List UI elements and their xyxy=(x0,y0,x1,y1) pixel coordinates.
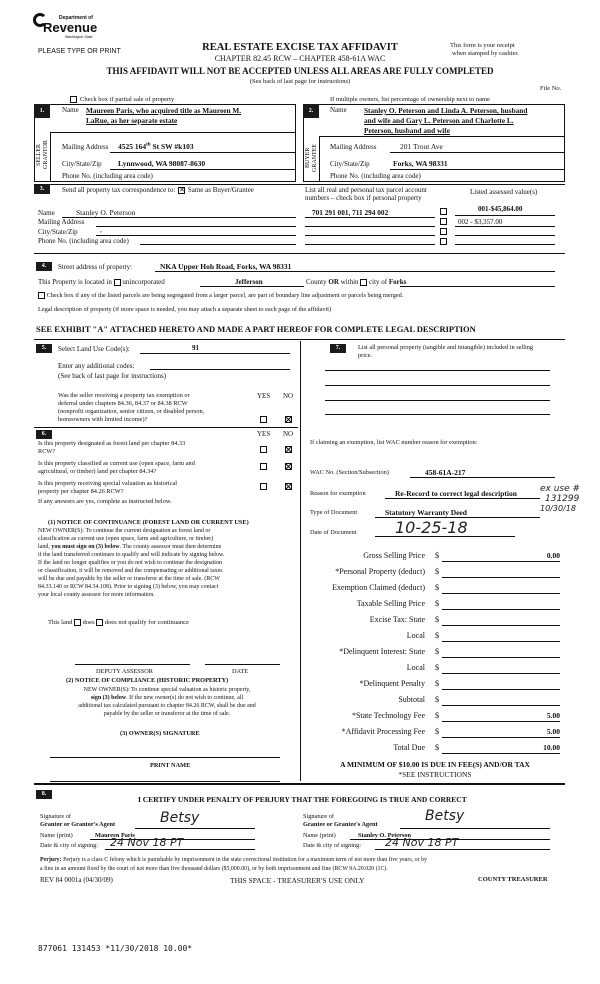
handwritten-note-1: ex use # xyxy=(540,484,581,494)
s6-q1: Is this property designated as forest land per chapter 84.33 RCW? xyxy=(38,440,186,455)
city-checkbox[interactable] xyxy=(360,279,367,286)
buyer-phone-label: Phone No. (including area code) xyxy=(330,172,421,180)
type-label: Type of Document xyxy=(310,509,358,516)
s5-yes-checkbox[interactable] xyxy=(260,416,267,423)
fee-dollar: $ xyxy=(435,695,439,704)
section-3-badge: 3. xyxy=(34,185,50,194)
revenue-logo xyxy=(33,11,103,41)
fee-label: Subtotal xyxy=(398,695,425,704)
form-chapter: CHAPTER 82.45 RCW – CHAPTER 458-61A WAC xyxy=(214,54,386,63)
seller-city-label: City/State/Zip xyxy=(62,160,102,168)
fee-value[interactable]: 5.00 xyxy=(546,727,560,736)
notice-2-body: NEW OWNER(S): To continue special valuation as historic property, sign (3) below. If the new owner(s) do not wish to continue, all additional tax calculated pursuant to chapter 84.26 RCW, shall be due and payable by the seller or transferor at the time of sale. xyxy=(78,687,256,717)
fee-dollar: $ xyxy=(435,679,439,688)
fee-label: Local xyxy=(406,663,425,672)
parcel-personal-checkbox-4[interactable] xyxy=(440,238,447,245)
section-4-badge: 4. xyxy=(36,262,52,271)
grantee-name: Stanley O. Peterson xyxy=(358,832,411,839)
fee-label: *State Technology Fee xyxy=(351,711,425,720)
s5-q1: Was the seller receiving a property tax exemption or deferral under chapters 84.36, 84.37 or 84.38 RCW (nonprofit organization, senior citizen, or disabled person, homeowners with limited income)? xyxy=(58,392,205,423)
s6-q3: Is this property receiving special valuation as historical property per chapter 84.26 RCW? xyxy=(38,480,178,495)
logo-name: Revenue xyxy=(43,20,98,35)
fee-dollar: $ xyxy=(435,567,439,576)
fee-label: *Personal Property (deduct) xyxy=(335,567,425,576)
cashier-stamp: 877061 131453 *11/30/2018 10.00* xyxy=(38,944,193,953)
form-warning: THIS AFFIDAVIT WILL NOT BE ACCEPTED UNLESS ALL AREAS ARE FULLY COMPLETED xyxy=(106,66,494,76)
section-7-badge: 7. xyxy=(330,344,346,353)
claiming-exemption: If claiming an exemption, list WAC number reason for exemption: xyxy=(310,439,478,446)
fee-line xyxy=(442,657,560,658)
logo-state: Washington State xyxy=(65,35,93,39)
parcel-numbers: 701 291 001, 711 294 002 xyxy=(312,208,389,217)
tax-mail-label: Mailing Address xyxy=(38,218,85,226)
buyer-city-label: City/State/Zip xyxy=(330,160,370,168)
land-use-code: 91 xyxy=(192,344,199,352)
fee-label: *Delinquent Interest: State xyxy=(339,647,425,656)
receipt-line2: when stamped by cashier. xyxy=(452,50,519,57)
fee-line xyxy=(442,753,560,754)
county-name: Jefferson xyxy=(235,278,263,286)
s5-no: NO xyxy=(283,392,294,400)
s5-yes: YES xyxy=(257,392,271,400)
minimum-note: A MINIMUM OF $10.00 IS DUE IN FEE(S) AND/OR TAX xyxy=(340,760,530,769)
s6-q1-no[interactable] xyxy=(285,446,292,453)
date-label: Date of Document xyxy=(310,529,357,536)
fee-line xyxy=(442,593,560,594)
assessed-value-2: 002 - $3,357.00 xyxy=(458,218,503,226)
street-label: Street address of property: xyxy=(58,263,133,271)
county-or-city: County OR within city of Forks xyxy=(306,278,407,286)
reason-label: Reason for exemption xyxy=(310,490,366,497)
fee-dollar: $ xyxy=(435,663,439,672)
fee-label: Excise Tax: State xyxy=(369,615,425,624)
assessor-date: DATE xyxy=(232,668,249,675)
send-correspondence: Send all property tax correspondence to: ✕ Same as Buyer/Grantee xyxy=(62,185,254,194)
buyer-name-label: Name xyxy=(330,106,347,114)
exhibit-a: SEE EXHIBIT "A" ATTACHED HERETO AND MADE A PART HEREOF FOR COMPLETE LEGAL DESCRIPTION xyxy=(36,324,476,334)
grantor-name: Maureen Paris xyxy=(95,832,135,839)
this-land: This land does does not qualify for continuance xyxy=(48,619,189,626)
parcel-personal-checkbox-1[interactable] xyxy=(440,208,447,215)
form-see-back: (See back of last page for instructions) xyxy=(249,78,351,85)
tax-name-label: Name xyxy=(38,209,55,217)
s6-q3-no[interactable] xyxy=(285,483,292,490)
notice-1-title: (1) NOTICE OF CONTINUANCE (FOREST LAND OR CURRENT USE) xyxy=(48,519,249,526)
parcel-personal-checkbox-3[interactable] xyxy=(440,228,447,235)
buyer-name-3: Peterson, husband and wife xyxy=(364,126,450,135)
assessed-value-1: 001-$45,864.00 xyxy=(478,205,523,213)
s6-q2: Is this property classified as current use (open space, farm and agricultural, or timber) land per chapter 84.34? xyxy=(38,460,195,475)
fee-value[interactable]: 10.00 xyxy=(543,743,560,752)
fee-dollar: $ xyxy=(435,631,439,640)
segregated-note: Check box if any of the listed parcels are being segregated from a larger parcel, are part of boundary line adjustment or parcels being merged. xyxy=(38,292,403,299)
section-2-badge: 2. xyxy=(303,104,319,118)
seller-phone-label: Phone No. (including area code) xyxy=(62,172,153,180)
form-title: REAL ESTATE EXCISE TAX AFFIDAVIT xyxy=(202,42,398,53)
grantee-signature: Betsy xyxy=(425,808,465,824)
s6-q2-no[interactable] xyxy=(285,463,292,470)
owner-signature-label: (3) OWNER(S) SIGNATURE xyxy=(120,730,200,737)
seller-name-2: LaRue, as her separate estate xyxy=(86,116,178,125)
fee-line xyxy=(442,625,560,626)
s6-q3-yes[interactable] xyxy=(260,483,267,490)
fee-line xyxy=(442,705,560,706)
rev-number: REV 84 0001a (04/30/09) xyxy=(40,876,113,884)
fee-label: *Delinquent Penalty xyxy=(359,679,425,688)
buyer-name-2: and wife and Gary L. Peterson and Charlotte L. xyxy=(364,116,514,125)
fee-value[interactable]: 0.00 xyxy=(546,551,560,560)
buyer-mail-label: Mailing Address xyxy=(330,143,377,151)
handwritten-note-3: 10/30/18 xyxy=(540,504,576,513)
unincorporated-checkbox[interactable] xyxy=(114,279,121,286)
located-in: This Property is located in unincorporated xyxy=(38,278,165,286)
street-address: NKA Upper Hoh Road, Forks, WA 98331 xyxy=(160,262,292,271)
fee-label: Exemption Claimed (deduct) xyxy=(332,583,425,592)
s6-if-yes: If any answers are yes, complete as instructed below. xyxy=(38,498,172,505)
grantor-sig-label: Signature of Grantor or Grantor's Agent xyxy=(40,813,116,828)
receipt-line1: This form is your receipt xyxy=(450,42,515,49)
tax-phone-label: Phone No. (including area code) xyxy=(38,237,129,245)
fee-label: Taxable Selling Price xyxy=(356,599,425,608)
seller-name-label: Name xyxy=(62,106,79,114)
assessed-values-label: Listed assessed value(s) xyxy=(470,188,538,196)
perjury-note: Perjury: Perjury is a class C felony which is punishable by imprisonment in the state correctional institution for a maximum term of not more than five years, or by a fine in an amount fixed by the court of not more than five thousand dollars ($5,000.00), or by both imprisonment and fine (RCW 9A.20.020 (1C). xyxy=(40,857,427,872)
fee-dollar: $ xyxy=(435,727,439,736)
buyer-mail: 201 Trout Ave xyxy=(400,142,443,151)
fee-dollar: $ xyxy=(435,599,439,608)
section-6-badge: 6. xyxy=(36,430,52,439)
section-8-badge: 8. xyxy=(36,790,52,799)
fee-label: Local xyxy=(406,631,425,640)
fee-line xyxy=(442,641,560,642)
grantee-date: 24 Nov 18 PT xyxy=(385,836,459,849)
s6-yes: YES xyxy=(257,430,271,438)
s6-no: NO xyxy=(283,430,294,438)
please-type: PLEASE TYPE OR PRINT xyxy=(38,48,121,55)
treasurer-space: THIS SPACE - TREASURER'S USE ONLY xyxy=(230,876,365,885)
section-1-badge: 1. xyxy=(34,104,50,118)
see-instructions: *SEE INSTRUCTIONS xyxy=(398,770,472,779)
fee-line xyxy=(442,673,560,674)
document-date: 10-25-18 xyxy=(395,518,468,537)
certify: I CERTIFY UNDER PENALTY OF PERJURY THAT THE FOREGOING IS TRUE AND CORRECT xyxy=(138,795,467,804)
fee-value[interactable]: 5.00 xyxy=(546,711,560,720)
buyer-city: Forks, WA 98331 xyxy=(393,159,448,168)
fee-label: *Affidavit Processing Fee xyxy=(341,727,425,736)
land-use-see-back: (See back of last page for instructions) xyxy=(58,372,167,380)
notice-1-body: NEW OWNER(S): To continue the current designation as forest land or classification as current use (open space, farm and agriculture, or timber) land, you must sign on (3) below. The county assessor must then determine if the land transferred continues to qualify and will indicate by signing below. If the land no longer qualifies or you do not wish to continue the designation or classification, it will be removed and the compensating or additional taxes will be due and payable by the seller or transferor at the time of sale. (RCW 84.33.140 or RCW 84.34.108). Prior to signing (3) below, you may contact your local county assessor for more information. xyxy=(38,528,225,598)
partial-sale-label: Check box if partial sale of property xyxy=(80,96,175,103)
list-parcels-2: numbers – check box if personal property xyxy=(305,194,422,202)
seller-city: Lynnwood, WA 98087-8630 xyxy=(118,159,206,168)
segregated-checkbox[interactable] xyxy=(38,292,45,299)
fee-dollar: $ xyxy=(435,711,439,720)
fee-label: Gross Selling Price xyxy=(363,551,425,560)
reason: Re-Record to correct legal description xyxy=(395,489,517,498)
land-use-label: Select Land Use Code(s): xyxy=(58,345,130,353)
handwritten-note-2: 131299 xyxy=(545,494,580,504)
s6-q2-yes[interactable] xyxy=(260,463,267,470)
tax-city-label: City/State/Zip xyxy=(38,228,78,236)
does-checkbox[interactable] xyxy=(74,619,81,626)
grantee-name-label: Name (print) xyxy=(303,832,336,839)
fee-line xyxy=(442,721,560,722)
fee-line xyxy=(442,689,560,690)
fee-line xyxy=(442,609,560,610)
file-no: File No. xyxy=(540,85,562,92)
document-type: Statutory Warranty Deed xyxy=(385,508,467,517)
print-name-label: PRINT NAME xyxy=(150,762,191,769)
wac-label: WAC No. (Section/Subsection) xyxy=(310,469,389,476)
s5-no-checkbox[interactable] xyxy=(285,416,292,423)
grantor-date-label: Date & city of signing: xyxy=(40,842,99,849)
logo-dept: Department of xyxy=(59,15,93,21)
seller-mail-label: Mailing Address xyxy=(62,143,109,151)
fee-dollar: $ xyxy=(435,583,439,592)
fee-line xyxy=(442,577,560,578)
fee-dollar: $ xyxy=(435,551,439,560)
fee-dollar: $ xyxy=(435,647,439,656)
legal-description-note: Legal description of property (if more space is needed, you may attach a separate sheet to each page of the affidavit) xyxy=(38,306,332,313)
additional-codes: Enter any additional codes: xyxy=(58,362,135,370)
parcel-personal-checkbox-2[interactable] xyxy=(440,218,447,225)
fee-dollar: $ xyxy=(435,743,439,752)
seller-side-label: SELLER GRANTOR xyxy=(36,140,49,170)
grantor-signature: Betsy xyxy=(160,810,200,826)
tax-name: Stanley O. Peterson xyxy=(76,208,136,217)
list-parcels-1: List all real and personal tax parcel account xyxy=(305,186,427,194)
multiple-owners-note: If multiple owners, list percentage of ownership next to name xyxy=(330,96,490,103)
fee-line xyxy=(442,737,560,738)
grantor-name-label: Name (print) xyxy=(40,832,73,839)
tax-city: , xyxy=(100,226,102,234)
county-treasurer: COUNTY TREASURER xyxy=(478,876,548,883)
s6-q1-yes[interactable] xyxy=(260,446,267,453)
notice-2-title: (2) NOTICE OF COMPLIANCE (HISTORIC PROPERTY) xyxy=(66,677,229,684)
personal-property-list: List all personal property (tangible and intangible) included in selling price. xyxy=(358,344,534,359)
section-5-badge: 5. xyxy=(36,344,52,353)
buyer-side-label: BUYER GRANTEE xyxy=(305,144,318,172)
fee-label: Total Due xyxy=(393,743,425,752)
seller-mail: 4525 164th St SW #k103 xyxy=(118,142,194,151)
does-not-checkbox[interactable] xyxy=(96,619,103,626)
fee-line xyxy=(442,561,560,562)
buyer-name-1: Stanley O. Peterson and Linda A. Peterson, husband xyxy=(364,106,528,115)
wac-number: 458-61A-217 xyxy=(425,468,466,477)
fee-dollar: $ xyxy=(435,615,439,624)
seller-name-1: Maureen Paris, who acquired title as Maureen M. xyxy=(86,106,242,115)
partial-sale-checkbox[interactable] xyxy=(70,96,77,103)
grantee-date-label: Date & city of signing: xyxy=(303,842,362,849)
same-as-buyer-checkbox[interactable]: ✕ xyxy=(179,185,185,194)
grantee-sig-label: Signature of Grantee or Grantee's Agent xyxy=(303,813,378,828)
deputy-assessor: DEPUTY ASSESSOR xyxy=(96,668,153,675)
grantor-date: 24 Nov 18 PT xyxy=(110,836,184,849)
